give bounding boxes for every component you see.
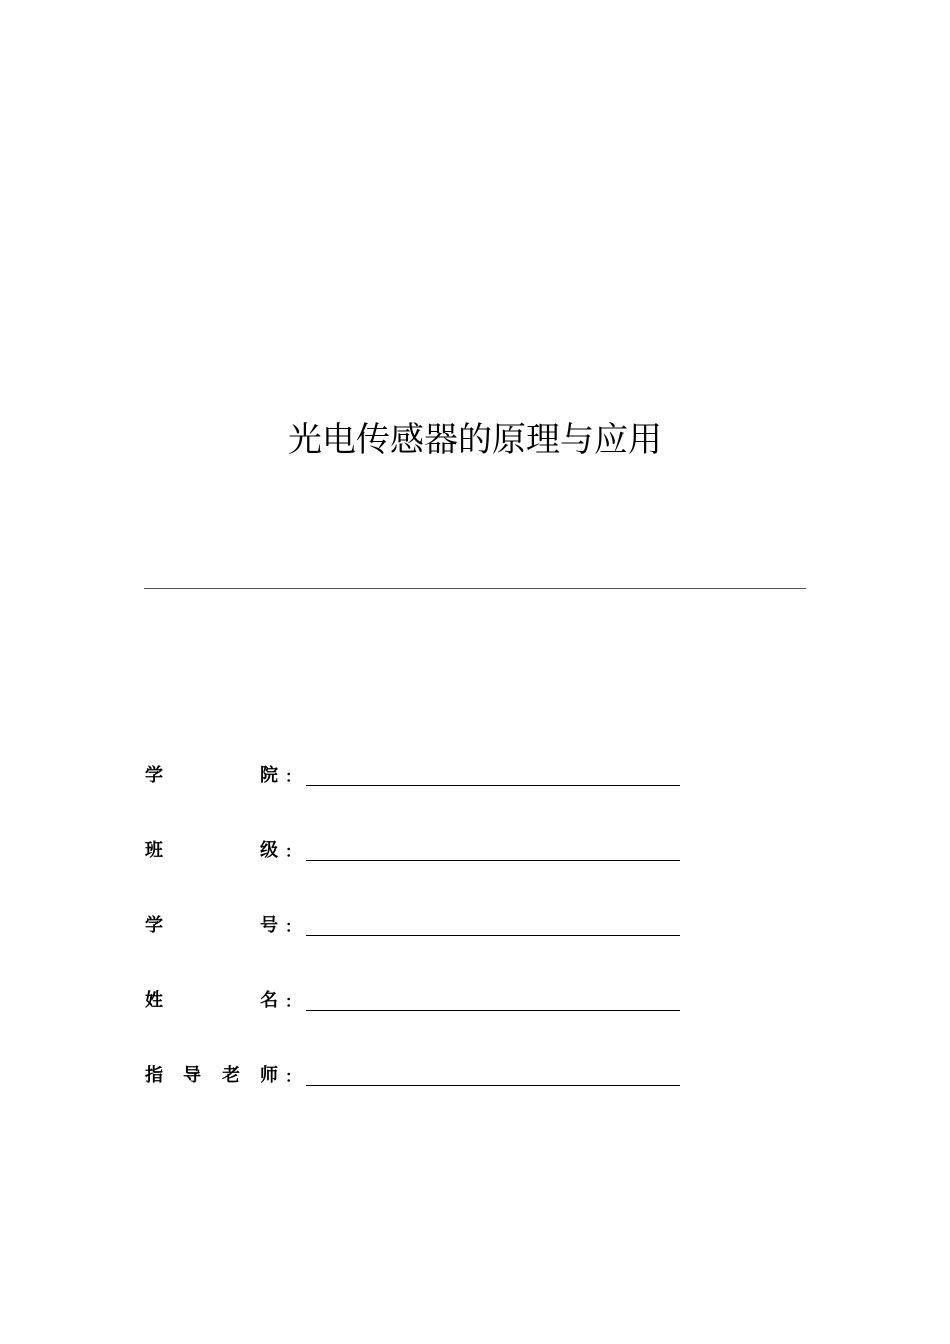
- field-colon: ：: [285, 842, 302, 861]
- label-char: 师: [260, 1065, 278, 1086]
- label-char: 级: [260, 840, 278, 861]
- document-title: 光电传感器的原理与应用: [288, 420, 662, 460]
- field-colon: ：: [285, 992, 302, 1011]
- field-name: [144, 983, 704, 1058]
- field-class: [144, 833, 704, 908]
- field-colon: ：: [285, 917, 302, 936]
- advisor-input-line[interactable]: [306, 1085, 680, 1086]
- student-id-input-line[interactable]: [306, 935, 680, 936]
- field-label: [144, 914, 294, 938]
- field-label: [144, 1064, 294, 1088]
- label-char: 学: [145, 765, 163, 786]
- name-input-line[interactable]: [306, 1010, 680, 1011]
- class-input-line[interactable]: [306, 860, 680, 861]
- field-label: [144, 839, 294, 863]
- label-char: 姓: [145, 990, 163, 1011]
- label-char: 号: [260, 915, 278, 936]
- info-form: [144, 758, 704, 1133]
- label-char: 院: [260, 765, 278, 786]
- title-divider: [144, 588, 806, 589]
- label-char: 老: [222, 1065, 240, 1086]
- field-student-id: [144, 908, 704, 983]
- label-char: 名: [260, 990, 278, 1011]
- label-char: 指: [145, 1065, 163, 1086]
- field-label: [144, 989, 294, 1013]
- field-advisor: [144, 1058, 704, 1133]
- field-label: [144, 764, 294, 788]
- field-colon: ：: [285, 767, 302, 786]
- field-colon: ：: [285, 1067, 302, 1086]
- college-input-line[interactable]: [306, 785, 680, 786]
- label-char: 班: [145, 840, 163, 861]
- field-college: [144, 758, 704, 833]
- label-char: 导: [183, 1065, 201, 1086]
- label-char: 学: [145, 915, 163, 936]
